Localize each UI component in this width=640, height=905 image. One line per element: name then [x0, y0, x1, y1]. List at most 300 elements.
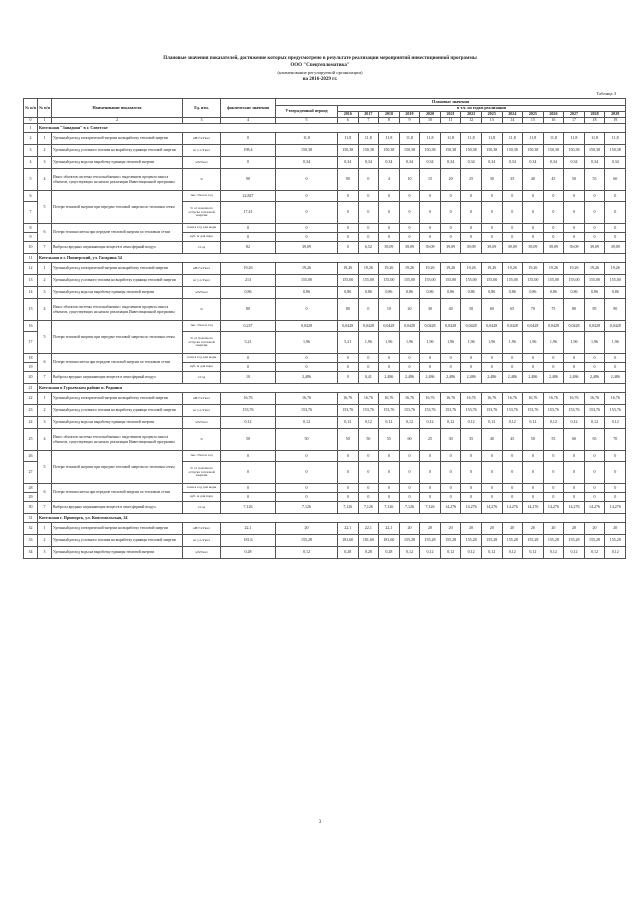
year-value: 39,09 — [564, 242, 585, 254]
unit: куб. м для пара — [183, 233, 221, 242]
year-value: 2,486 — [543, 372, 564, 384]
year-value: 1,96 — [584, 332, 605, 354]
year-value: 0,0428 — [338, 321, 359, 332]
year-value: 0 — [399, 462, 420, 484]
year-value: 0,34 — [584, 157, 605, 169]
year-value: 20 — [399, 299, 420, 321]
actual-value: 0 — [221, 462, 276, 484]
header-year: 2028 — [584, 112, 605, 118]
year-value: 11,8 — [420, 133, 441, 145]
column-index: 1 — [38, 118, 52, 124]
row-number: 15 — [24, 299, 38, 321]
year-value: 0 — [584, 493, 605, 502]
section-title: Котельная г. Приморск, ул. Комсомольская, 24 — [38, 514, 626, 523]
year-value: 0 — [399, 484, 420, 493]
year-value: 0 — [420, 484, 441, 493]
year-value: 19,26 — [461, 263, 482, 275]
approved-value: 20 — [276, 523, 338, 535]
year-value: 0 — [379, 363, 400, 372]
year-value: 0 — [605, 451, 626, 462]
year-value: 0 — [481, 354, 502, 363]
year-value: 7,126 — [399, 502, 420, 514]
header-actual: фактические значения — [221, 99, 276, 118]
actual-value: 90 — [221, 169, 276, 191]
year-value: 16,76 — [502, 393, 523, 405]
year-value: 1,96 — [379, 332, 400, 354]
year-value: 0 — [523, 202, 544, 224]
year-value: 19,26 — [358, 263, 379, 275]
year-value: 60 — [605, 169, 626, 191]
approved-value: 0 — [276, 451, 338, 462]
actual-value: 50 — [221, 429, 276, 451]
year-value: 11,8 — [440, 133, 461, 145]
row-sub-number: 3 — [38, 417, 52, 429]
year-value: 0 — [379, 233, 400, 242]
year-value: 0 — [543, 191, 564, 202]
year-value: 0 — [481, 451, 502, 462]
year-value: 0 — [584, 354, 605, 363]
year-value: 0 — [399, 233, 420, 242]
year-value: 0 — [523, 484, 544, 493]
year-value: 153,76 — [358, 405, 379, 417]
year-value: 0,12 — [523, 547, 544, 559]
year-value: 155,28 — [584, 535, 605, 547]
year-value: 30 — [481, 169, 502, 191]
table-row — [24, 299, 626, 321]
year-value: 16,76 — [543, 393, 564, 405]
year-value: 0 — [379, 484, 400, 493]
year-value: 65 — [584, 429, 605, 451]
year-value: 153,76 — [461, 405, 482, 417]
year-value: 0 — [399, 451, 420, 462]
unit: м3/Гкал — [183, 417, 221, 429]
year-value: 155,00 — [399, 275, 420, 287]
year-value: 0 — [338, 484, 359, 493]
year-value: 2,486 — [481, 372, 502, 384]
indicator-name: Потери теплоносителя при передаче тепловой энергии по тепловым сетям — [52, 354, 183, 372]
actual-value: 22,1 — [221, 523, 276, 535]
unit: тонн в год для воды — [183, 354, 221, 363]
year-value: 7,126 — [338, 502, 359, 514]
section-title: Котельная "Западная" в г. Советске — [38, 124, 626, 133]
header-year: 2027 — [564, 112, 585, 118]
year-value: 0 — [584, 451, 605, 462]
year-value: 0 — [523, 191, 544, 202]
unit: % — [183, 299, 221, 321]
year-value: 0 — [379, 224, 400, 233]
header-approved: Утвержденный период — [276, 106, 338, 118]
year-value: 11,8 — [399, 133, 420, 145]
unit: кВт•ч/Гкал — [183, 133, 221, 145]
table-row — [24, 191, 626, 202]
year-value: 0,34 — [461, 157, 482, 169]
year-value: 0,12 — [543, 547, 564, 559]
year-value: 2,486 — [502, 372, 523, 384]
year-value: 0,0428 — [564, 321, 585, 332]
approved-value: 1,96 — [276, 332, 338, 354]
year-value: 14,276 — [584, 502, 605, 514]
year-value: 16,76 — [399, 393, 420, 405]
year-value: 0 — [338, 233, 359, 242]
year-value: 0 — [481, 202, 502, 224]
unit: тыс. Гкал в год — [183, 191, 221, 202]
year-value: 0,12 — [399, 417, 420, 429]
year-value: 1,96 — [358, 332, 379, 354]
year-value: 155,00 — [502, 275, 523, 287]
row-sub-number: 3 — [38, 287, 52, 299]
year-value: 0 — [399, 191, 420, 202]
year-value: 0,0428 — [481, 321, 502, 332]
year-value: 0 — [605, 224, 626, 233]
actual-value: 0 — [221, 484, 276, 493]
table-row — [24, 547, 626, 559]
year-value: 0,0428 — [358, 321, 379, 332]
year-value: 0,28 — [379, 547, 400, 559]
year-value: 14,276 — [605, 502, 626, 514]
row-number: 34 — [24, 547, 38, 559]
year-value: 39,09 — [481, 242, 502, 254]
year-value: 0,41 — [358, 372, 379, 384]
year-value: 60 — [481, 299, 502, 321]
actual-value: 80 — [221, 299, 276, 321]
year-value: 7,126 — [358, 502, 379, 514]
year-value: 0 — [379, 354, 400, 363]
year-value: 7,126 — [420, 502, 441, 514]
year-value: 0 — [420, 354, 441, 363]
year-value: 155,28 — [481, 535, 502, 547]
actual-value: 198,4 — [221, 145, 276, 157]
row-sub-number: 6 — [38, 224, 52, 242]
year-value: 153,76 — [543, 405, 564, 417]
approved-value: 0 — [276, 299, 338, 321]
year-value: 14,276 — [502, 502, 523, 514]
year-value: 155,28 — [523, 535, 544, 547]
year-value: 1,96 — [481, 332, 502, 354]
year-value: 0,0428 — [502, 321, 523, 332]
year-value: 0 — [502, 462, 523, 484]
approved-value: 0,86 — [276, 287, 338, 299]
year-value: 19,26 — [605, 263, 626, 275]
table-row — [24, 393, 626, 405]
year-value: 155,28 — [502, 535, 523, 547]
year-value: 150,38 — [440, 145, 461, 157]
indicator-name: Выбросы вредных загрязняющих веществ в атмосферный воздух — [52, 372, 183, 384]
year-value: 22,1 — [338, 523, 359, 535]
page-number: 3 — [318, 820, 322, 825]
unit: % — [183, 429, 221, 451]
year-value: 20 — [543, 523, 564, 535]
year-value: 153,76 — [564, 405, 585, 417]
year-value: 155,00 — [605, 275, 626, 287]
row-sub-number: 1 — [38, 393, 52, 405]
indicator-name: Выбросы вредных загрязняющих веществ в атмосферный воздух — [52, 242, 183, 254]
year-value: 0,12 — [461, 547, 482, 559]
header-year: 2017 — [358, 112, 379, 118]
year-value: 1,96 — [420, 332, 441, 354]
year-value: 155,00 — [564, 275, 585, 287]
table-row — [24, 145, 626, 157]
year-value: 20 — [564, 523, 585, 535]
table-row — [24, 429, 626, 451]
year-value: 0 — [481, 462, 502, 484]
approved-value: 0 — [276, 363, 338, 372]
year-value: 20 — [399, 523, 420, 535]
year-value: 0 — [502, 233, 523, 242]
row-number: 12 — [24, 263, 38, 275]
year-value: 0 — [481, 484, 502, 493]
row-number: 19 — [24, 363, 38, 372]
column-index: 9 — [399, 118, 420, 124]
year-value: 16,76 — [584, 393, 605, 405]
year-value: 11,8 — [584, 133, 605, 145]
row-sub-number: 4 — [38, 169, 52, 191]
unit: кВт•ч/Гкал — [183, 393, 221, 405]
year-value: 0,12 — [502, 417, 523, 429]
year-value: 155,00 — [461, 275, 482, 287]
year-value: 0,86 — [420, 287, 441, 299]
unit: % от полезного отпуска тепловой энергии — [183, 202, 221, 224]
row-number: 16 — [24, 321, 38, 332]
year-value: 55 — [543, 429, 564, 451]
approved-value: 155,00 — [276, 275, 338, 287]
year-value: 0 — [523, 354, 544, 363]
year-value: 10 — [399, 169, 420, 191]
approved-value: 150,38 — [276, 145, 338, 157]
approved-value: 16,76 — [276, 393, 338, 405]
year-value: 153,76 — [523, 405, 544, 417]
section-row — [24, 514, 626, 523]
year-value: 0 — [420, 202, 441, 224]
actual-value: 0 — [221, 133, 276, 145]
year-value: 0,34 — [338, 157, 359, 169]
actual-value: 0 — [221, 363, 276, 372]
year-value: 0 — [502, 202, 523, 224]
approved-value: 0 — [276, 354, 338, 363]
header-sub-num: № п/п — [38, 99, 52, 118]
year-value: 20 — [523, 523, 544, 535]
year-value: 40 — [523, 169, 544, 191]
year-value: 16,76 — [523, 393, 544, 405]
year-value: 2,486 — [461, 372, 482, 384]
year-value: 2,486 — [584, 372, 605, 384]
year-value: 85 — [584, 299, 605, 321]
row-number: 4 — [24, 157, 38, 169]
year-value: 0 — [543, 484, 564, 493]
year-value: 155,28 — [564, 535, 585, 547]
year-value: 0 — [502, 493, 523, 502]
year-value: 150,38 — [461, 145, 482, 157]
year-value: 19,26 — [379, 263, 400, 275]
row-number: 9 — [24, 233, 38, 242]
year-value: 19,26 — [584, 263, 605, 275]
indicator-name: Потери теплоносителя при передаче тепловой энергии по тепловым сетям — [52, 224, 183, 242]
year-value: 39,09 — [584, 242, 605, 254]
year-value: 6,52 — [358, 242, 379, 254]
year-value: 155,28 — [461, 535, 482, 547]
year-value: 155,00 — [584, 275, 605, 287]
row-sub-number: 4 — [38, 299, 52, 321]
unit: тонн в год для воды — [183, 224, 221, 233]
year-value: 19,26 — [481, 263, 502, 275]
unit: т/год — [183, 502, 221, 514]
year-value: 22,1 — [358, 523, 379, 535]
year-value: 0,12 — [461, 417, 482, 429]
approved-value: 0 — [276, 202, 338, 224]
unit: т/год — [183, 242, 221, 254]
indicator-name: Выбросы вредных загрязняющих веществ в атмосферный воздух — [52, 502, 183, 514]
year-value: 0 — [461, 451, 482, 462]
unit: кВт•ч/Гкал — [183, 263, 221, 275]
year-value: 14,276 — [564, 502, 585, 514]
year-value: 40 — [440, 299, 461, 321]
year-value: 0,28 — [338, 547, 359, 559]
year-value: 0 — [584, 191, 605, 202]
year-value: 0,0428 — [420, 321, 441, 332]
year-value: 0 — [358, 233, 379, 242]
year-value: 0 — [481, 233, 502, 242]
year-value: 90 — [338, 169, 359, 191]
year-value: 0 — [564, 191, 585, 202]
year-value: 60 — [399, 429, 420, 451]
year-value: 39,09 — [420, 242, 441, 254]
approved-value: 0 — [276, 191, 338, 202]
year-value: 0 — [584, 224, 605, 233]
year-value: 0 — [461, 191, 482, 202]
year-value: 0 — [605, 493, 626, 502]
year-value: 0 — [605, 462, 626, 484]
year-value: 0 — [399, 493, 420, 502]
year-value: 155,28 — [605, 535, 626, 547]
column-index: 13 — [481, 118, 502, 124]
year-value: 1,96 — [399, 332, 420, 354]
year-value: 0,86 — [523, 287, 544, 299]
year-value: 35 — [461, 429, 482, 451]
year-value: 0 — [523, 233, 544, 242]
year-value: 155,00 — [523, 275, 544, 287]
table-row — [24, 523, 626, 535]
table-row — [24, 484, 626, 493]
indicator-name: Удельный расход воды на выработку единицы тепловой энергии — [52, 547, 183, 559]
row-number: 5 — [24, 169, 38, 191]
row-number: 26 — [24, 451, 38, 462]
unit: кг у.т./Гкал — [183, 275, 221, 287]
year-value: 11,8 — [338, 133, 359, 145]
year-value: 2,486 — [564, 372, 585, 384]
actual-value: 0,86 — [221, 287, 276, 299]
year-value: 16,76 — [420, 393, 441, 405]
year-value: 0 — [440, 451, 461, 462]
table-row — [24, 242, 626, 254]
approved-value: 0 — [276, 493, 338, 502]
year-value: 0,0428 — [584, 321, 605, 332]
year-value: 0 — [440, 191, 461, 202]
year-value: 0,86 — [543, 287, 564, 299]
unit: % — [183, 169, 221, 191]
year-value: 30 — [420, 299, 441, 321]
row-number: 10 — [24, 242, 38, 254]
year-value: 60 — [564, 429, 585, 451]
actual-value: 5,21 — [221, 332, 276, 354]
year-value: 4 — [379, 169, 400, 191]
row-number: 30 — [24, 502, 38, 514]
year-value: 150,38 — [584, 145, 605, 157]
year-value: 0 — [461, 202, 482, 224]
actual-value: 82 — [221, 242, 276, 254]
year-value: 0 — [502, 191, 523, 202]
table-row — [24, 372, 626, 384]
year-value: 0 — [543, 233, 564, 242]
year-value: 0,86 — [461, 287, 482, 299]
column-index: 6 — [338, 118, 359, 124]
year-value: 0 — [399, 202, 420, 224]
unit: м3/Гкал — [183, 157, 221, 169]
approved-value: 39,09 — [276, 242, 338, 254]
year-value: 39,09 — [379, 242, 400, 254]
indicator-name: Потери теплоносителя при передаче тепловой энергии по тепловым сетям — [52, 484, 183, 502]
year-value: 20 — [502, 523, 523, 535]
year-value: 16,76 — [358, 393, 379, 405]
year-value: 0,12 — [399, 547, 420, 559]
year-value: 39,09 — [523, 242, 544, 254]
year-value: 16,76 — [461, 393, 482, 405]
year-value: 0 — [358, 462, 379, 484]
actual-value: 17,41 — [221, 202, 276, 224]
year-value: 14,276 — [481, 502, 502, 514]
year-value: 0 — [379, 493, 400, 502]
year-value: 1,96 — [605, 332, 626, 354]
header-year: 2021 — [440, 112, 461, 118]
year-value: 45 — [543, 169, 564, 191]
year-value: 80 — [564, 299, 585, 321]
approved-value: 0,0428 — [276, 321, 338, 332]
approved-value: 0 — [276, 169, 338, 191]
year-value: 55 — [584, 169, 605, 191]
section-number: 1 — [24, 124, 38, 133]
indicator-name: Износ объектов системы теплоснабжения с выделением процента износа объектов, существующих на начало реализации Инвестиционной программы — [52, 299, 183, 321]
year-value: 50 — [358, 429, 379, 451]
year-value: 150,38 — [338, 145, 359, 157]
year-value: 150,38 — [543, 145, 564, 157]
year-value: 0 — [605, 202, 626, 224]
approved-value: 0 — [276, 462, 338, 484]
year-value: 80 — [338, 299, 359, 321]
year-value: 0,12 — [481, 547, 502, 559]
year-value: 0 — [523, 462, 544, 484]
year-value: 16,76 — [379, 393, 400, 405]
year-value: 0 — [564, 363, 585, 372]
column-index: 3 — [183, 118, 221, 124]
row-number: 7 — [24, 202, 38, 224]
table-row — [24, 263, 626, 275]
year-value: 0 — [543, 202, 564, 224]
indicator-name: Удельный расход условного топлива на выработку единицы тепловой энергии — [52, 535, 183, 547]
year-value: 20 — [461, 523, 482, 535]
year-value: 14,276 — [440, 502, 461, 514]
year-value: 155,28 — [543, 535, 564, 547]
table-row — [24, 287, 626, 299]
header-year: 2029 — [605, 112, 626, 118]
year-value: 0,0428 — [605, 321, 626, 332]
approved-value: 0 — [276, 233, 338, 242]
indicator-name: Удельный расход воды на выработку единицы тепловой энергии — [52, 157, 183, 169]
year-value: 0 — [564, 354, 585, 363]
year-value: 181,60 — [338, 535, 359, 547]
year-value: 0 — [338, 462, 359, 484]
year-value: 0,12 — [502, 547, 523, 559]
row-number: 27 — [24, 462, 38, 484]
year-value: 0,12 — [440, 417, 461, 429]
year-value: 0 — [584, 484, 605, 493]
